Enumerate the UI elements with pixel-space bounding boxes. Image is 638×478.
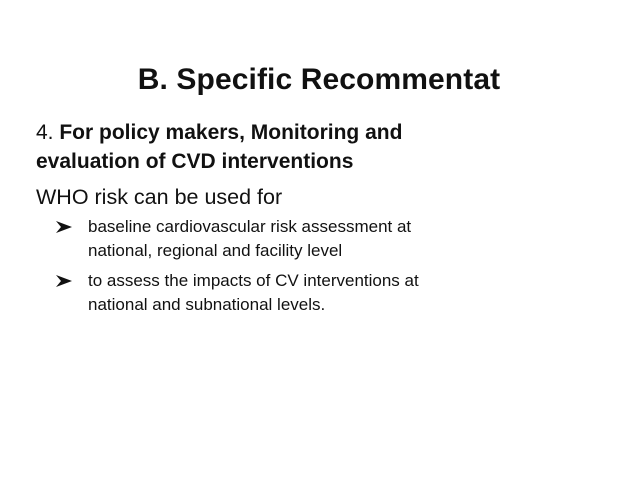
bullet-item <box>56 269 616 317</box>
arrow-bullet-icon <box>56 269 76 293</box>
bullet-list <box>36 215 616 317</box>
arrow-bullet-icon <box>56 215 76 239</box>
point-number: 4. <box>36 121 60 144</box>
bullet-line1: to assess the impacts of CV interventions at <box>88 271 419 290</box>
point-text-line2: evaluation of CVD interventions <box>36 150 354 173</box>
bullet-line1: baseline cardiovascular risk assessment at <box>88 217 412 236</box>
bullet-line2: national and subnational levels. <box>88 295 326 314</box>
intro-text: WHO risk can be used for <box>36 185 283 209</box>
slide-body <box>36 118 616 323</box>
point-heading <box>36 118 616 176</box>
bullet-item <box>56 215 616 263</box>
bullet-line2: national, regional and facility level <box>88 241 343 260</box>
point-text-line1: For policy makers, Monitoring and <box>59 121 403 144</box>
slide-title: B. Specific Recommentat <box>137 63 501 96</box>
